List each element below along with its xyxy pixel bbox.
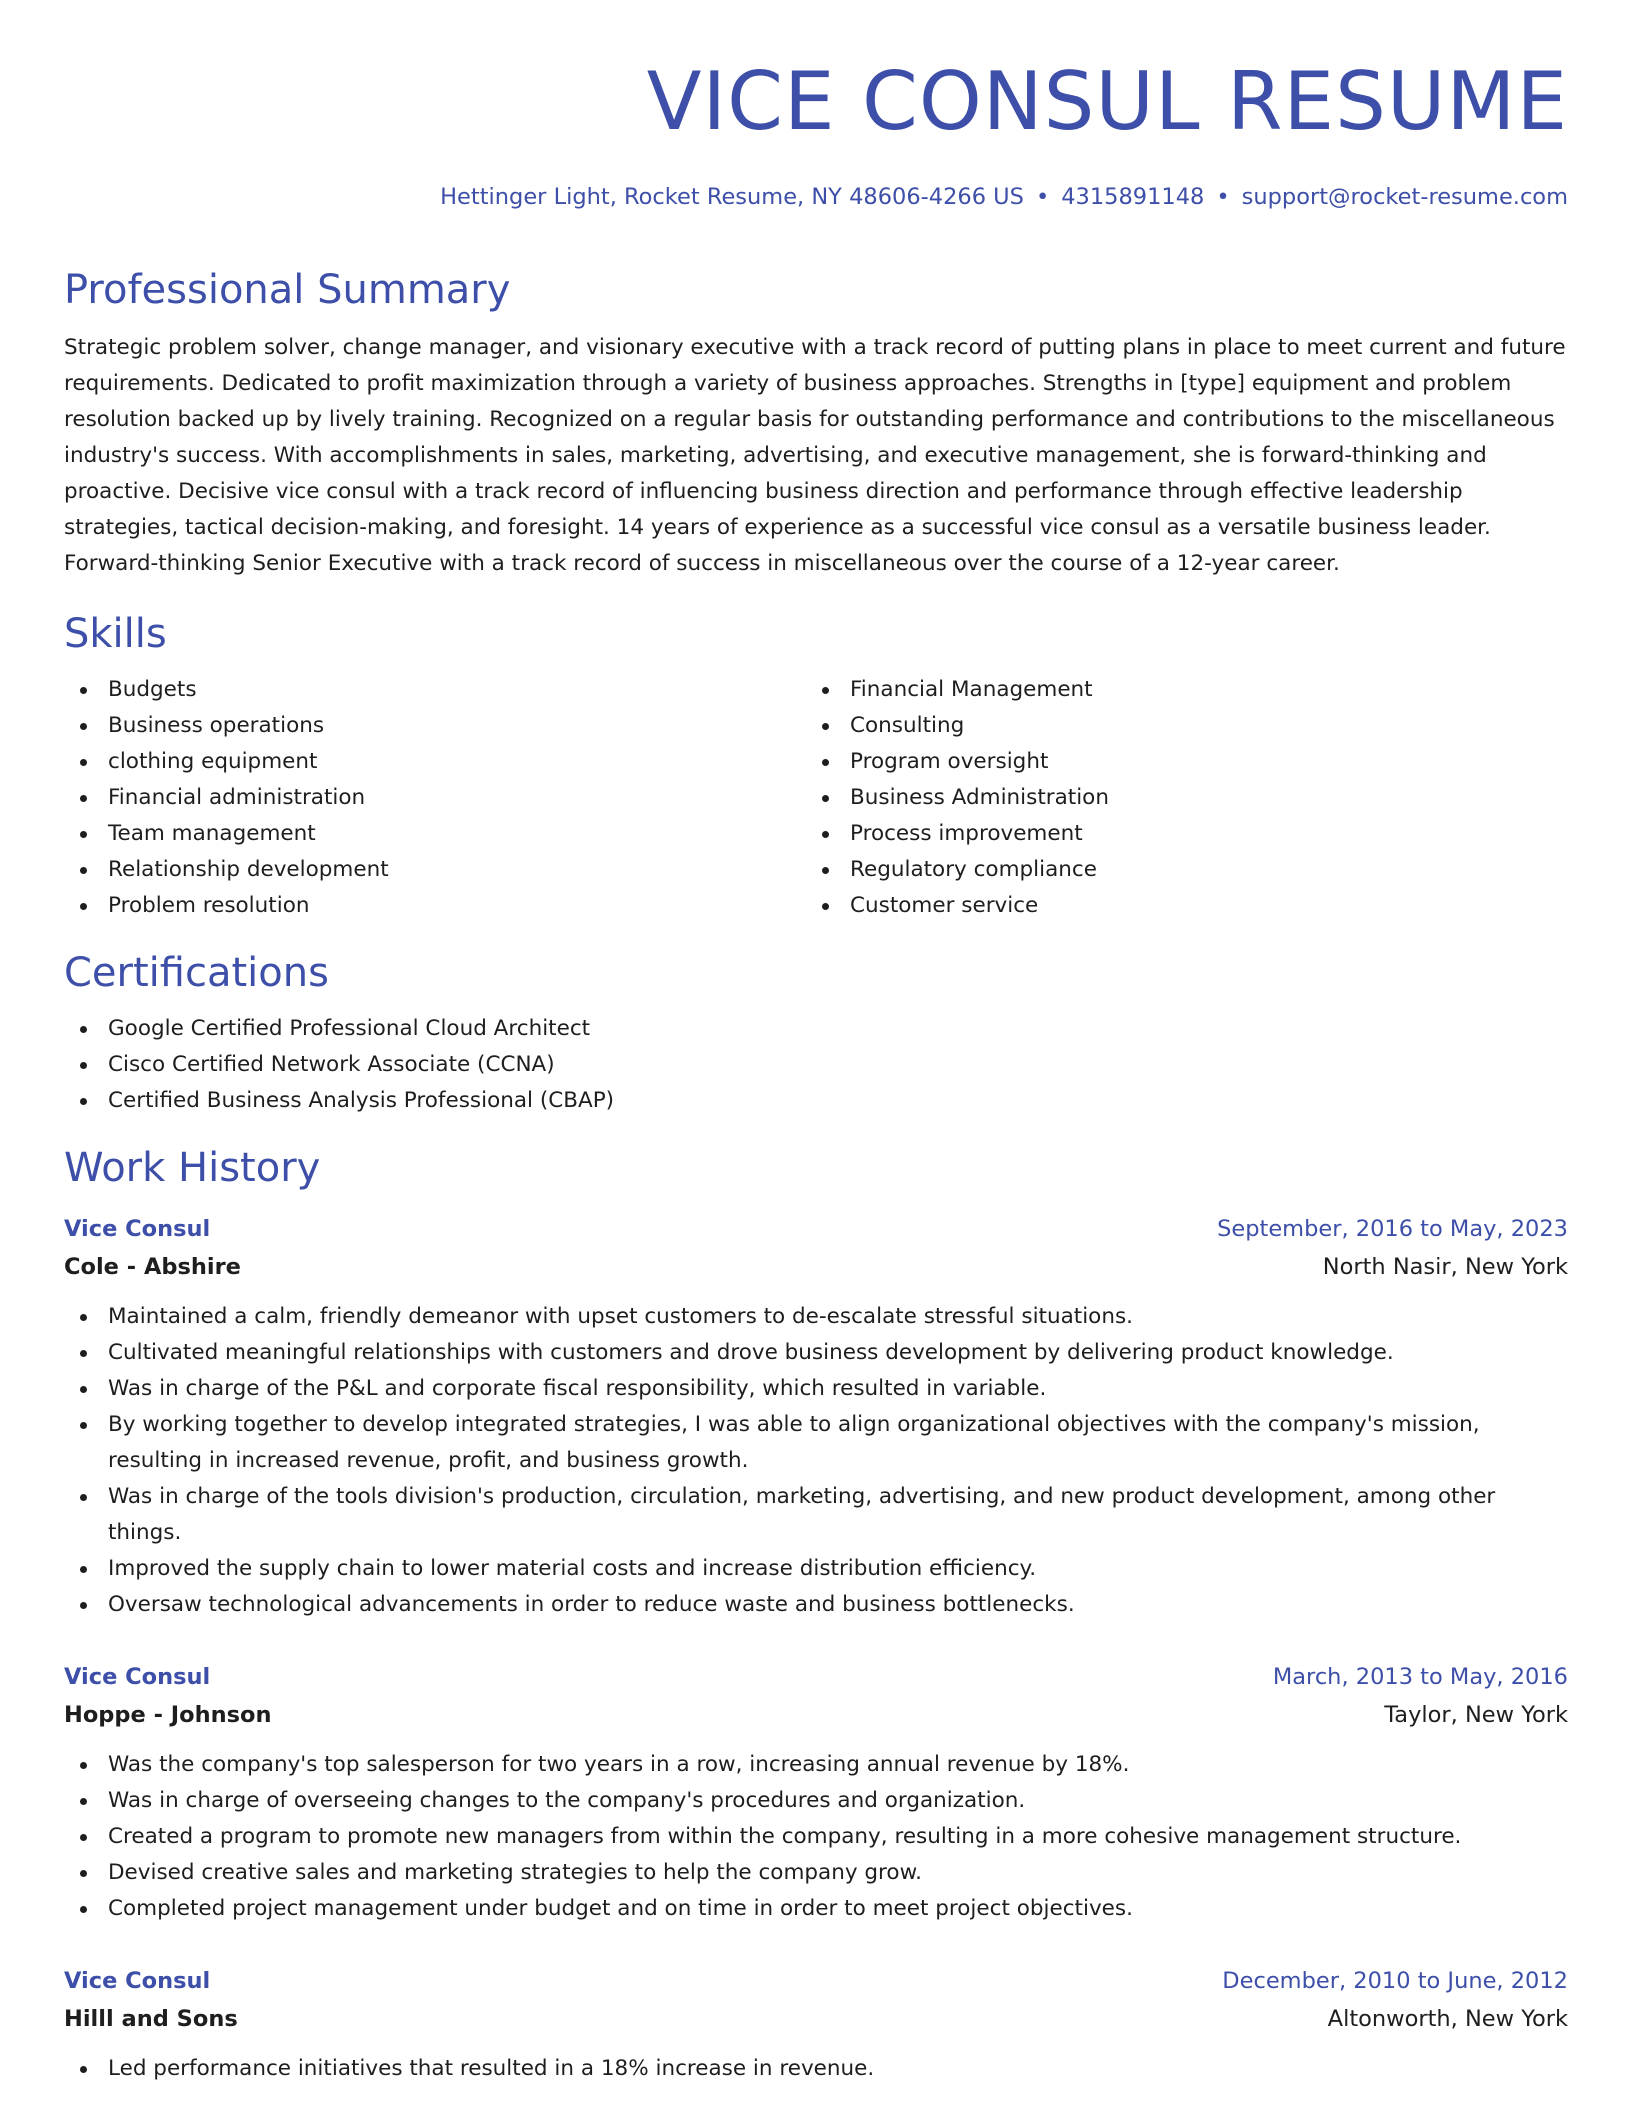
job-bullet: Was in charge of overseeing changes to the company's procedures and organization. xyxy=(64,1783,1568,1819)
job-bullet: By working together to develop integrated strategies, I was able to align organizational objectives with the company's mission, resulting in increased revenue, profit, and business growth. xyxy=(64,1407,1568,1479)
job-location: Altonworth, New York xyxy=(1327,2006,1568,2032)
job-bullet: Maintained a calm, friendly demeanor with upset customers to de-escalate stressful situations. xyxy=(64,1299,1568,1335)
job-title: Vice Consul xyxy=(64,1216,211,1242)
job-bullet: Led performance initiatives that resulted in a 18% increase in revenue. xyxy=(64,2051,1568,2087)
job-bullets xyxy=(64,1747,1568,1927)
skill-item: Program oversight xyxy=(806,744,1548,780)
skills-heading: Skills xyxy=(64,611,167,657)
work-history-heading: Work History xyxy=(64,1145,321,1191)
skill-item: Relationship development xyxy=(64,852,806,888)
skills-grid xyxy=(64,672,1568,924)
certification-item: Cisco Certified Network Associate (CCNA) xyxy=(64,1047,1568,1083)
job-location: Taylor, New York xyxy=(1384,1702,1568,1728)
job-bullet: Was in charge of the tools division's production, circulation, marketing, advertising, and new product development, among other things. xyxy=(64,1479,1568,1551)
job-title: Vice Consul xyxy=(64,1664,211,1690)
job-entry xyxy=(64,1210,1568,1623)
job-company: Hilll and Sons xyxy=(64,2006,238,2032)
job-bullet: Was the company's top salesperson for two years in a row, increasing annual revenue by 18%. xyxy=(64,1747,1568,1783)
summary-heading: Professional Summary xyxy=(64,267,511,313)
job-bullet: Devised creative sales and marketing strategies to help the company grow. xyxy=(64,1855,1568,1891)
job-dates: December, 2010 to June, 2012 xyxy=(1222,1968,1568,1994)
skill-item: Business operations xyxy=(64,708,806,744)
job-bullet: Oversaw technological advancements in order to reduce waste and business bottlenecks. xyxy=(64,1587,1568,1623)
contact-separator: • xyxy=(1216,184,1230,210)
certification-item: Google Certified Professional Cloud Architect xyxy=(64,1011,1568,1047)
job-company-row xyxy=(64,2000,1568,2038)
skill-item: Financial Management xyxy=(806,672,1548,708)
skill-item: Customer service xyxy=(806,888,1548,924)
contact-email[interactable]: support@rocket-resume.com xyxy=(1241,184,1568,210)
job-company-row xyxy=(64,1696,1568,1734)
skill-item: Consulting xyxy=(806,708,1548,744)
skills-list-left xyxy=(64,672,806,924)
job-dates: March, 2013 to May, 2016 xyxy=(1272,1664,1568,1690)
certifications-list xyxy=(64,1011,1568,1119)
skills-list-right xyxy=(806,672,1548,924)
skill-item: Problem resolution xyxy=(64,888,806,924)
job-company-row xyxy=(64,1248,1568,1286)
summary-text: Strategic problem solver, change manager, and visionary executive with a track record of putting plans in place to meet current and future requirements. Dedicated to profit maximization through a variety of business approaches. Strengths in [type] equipment and problem resolution backed up by lively training. Recognized on a regular basis for outstanding performance and contributions to the miscellaneous industry's success. With accomplishments in sales, marketing, advertising, and executive management, she is forward-thinking and proactive. Decisive vice consul with a track record of influencing business direction and performance through effective leadership strategies, tactical decision-making, and foresight. 14 years of experience as a successful vice consul as a versatile business leader. Forward-thinking Senior Executive with a track record of success in miscellaneous over the course of a 12-year career. xyxy=(64,335,1566,576)
job-dates: September, 2016 to May, 2023 xyxy=(1217,1216,1568,1242)
contact-address: Hettinger Light, Rocket Resume, NY 48606-4266 US xyxy=(440,184,1024,210)
job-location: North Nasir, New York xyxy=(1322,1254,1568,1280)
skill-item: Team management xyxy=(64,816,806,852)
job-bullet: Cultivated meaningful relationships with customers and drove business development by delivering product knowledge. xyxy=(64,1335,1568,1371)
job-entry xyxy=(64,1962,1568,2087)
job-header-row xyxy=(64,1658,1568,1696)
job-bullet: Completed project management under budget and on time in order to meet project objectives. xyxy=(64,1891,1568,1927)
job-entry xyxy=(64,1658,1568,1927)
job-company: Cole - Abshire xyxy=(64,1254,241,1280)
skill-item: Process improvement xyxy=(806,816,1548,852)
skill-item: Regulatory compliance xyxy=(806,852,1548,888)
job-bullet: Created a program to promote new managers from within the company, resulting in a more cohesive management structure. xyxy=(64,1819,1568,1855)
job-bullets xyxy=(64,1299,1568,1623)
job-bullet: Improved the supply chain to lower material costs and increase distribution efficiency. xyxy=(64,1551,1568,1587)
skill-item: clothing equipment xyxy=(64,744,806,780)
job-bullet: Was in charge of the P&L and corporate fiscal responsibility, which resulted in variable. xyxy=(64,1371,1568,1407)
resume-title: VICE CONSUL RESUME xyxy=(646,55,1568,148)
contact-line xyxy=(64,184,1568,211)
job-header-row xyxy=(64,1962,1568,2000)
job-company: Hoppe - Johnson xyxy=(64,1702,272,1728)
contact-separator: • xyxy=(1035,184,1050,210)
certification-item: Certified Business Analysis Professional (CBAP) xyxy=(64,1083,1568,1119)
skill-item: Business Administration xyxy=(806,780,1548,816)
job-title: Vice Consul xyxy=(64,1968,211,1994)
skill-item: Budgets xyxy=(64,672,806,708)
skill-item: Financial administration xyxy=(64,780,806,816)
contact-phone: 4315891148 xyxy=(1061,184,1205,210)
job-bullets xyxy=(64,2051,1568,2087)
job-header-row xyxy=(64,1210,1568,1248)
certifications-heading: Certifications xyxy=(64,950,329,996)
